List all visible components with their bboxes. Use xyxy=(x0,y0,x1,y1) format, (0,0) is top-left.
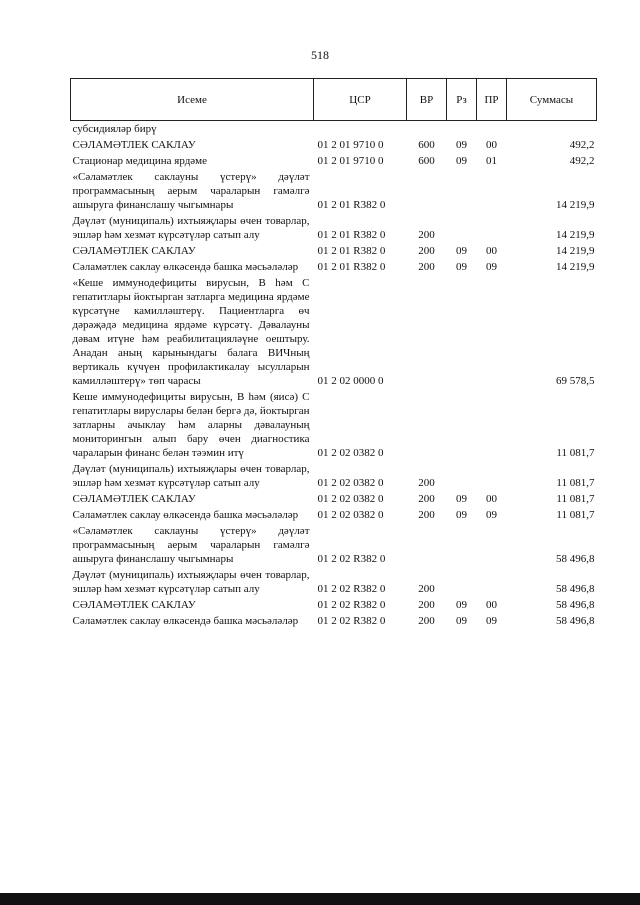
cell-vr xyxy=(407,169,447,213)
table-row xyxy=(71,213,597,243)
header-csr: ЦСР xyxy=(314,79,407,121)
cell-csr: 01 2 02 R382 0 xyxy=(317,599,386,611)
cell-rz: 09 xyxy=(456,155,467,167)
cell-pr: 00 xyxy=(486,493,497,505)
cell-csr: 01 2 02 R382 0 xyxy=(317,553,386,565)
cell-pr: 09 xyxy=(486,509,497,521)
header-rz: Рз xyxy=(447,79,477,121)
table-body xyxy=(71,121,597,630)
header-name: Исеме xyxy=(71,79,314,121)
cell-vr: 200 xyxy=(418,245,435,257)
cell-pr: 00 xyxy=(486,245,497,257)
cell-pr xyxy=(477,523,507,567)
page-number: 518 xyxy=(311,48,329,62)
cell-name: «Кеше иммунодефициты вирусын, В һәм С гепатитлары йоктырган затларга медицина ярдәме күрсәтүне камилләштерү. Пациентларга өч дәрәҗәдә медицина ярдәме күрсәтү. Дәвалауны дәвам итүне һәм реабилитацияләүне оештыру. Анадан аның карынындагы балага ВИЧның вертикаль күчүен профилактикалау ысулларын камилләштерү» төп чарасы xyxy=(72,277,310,387)
table-row xyxy=(71,275,597,389)
cell-csr: 01 2 01 R382 0 xyxy=(317,229,386,241)
cell-sum: 58 496,8 xyxy=(556,583,595,595)
cell-rz xyxy=(447,567,477,597)
cell-pr: 09 xyxy=(486,261,497,273)
cell-csr: 01 2 01 9710 0 xyxy=(317,139,384,151)
cell-name: Сәламәтлек саклау өлкәсендә башка мәсьәләләр xyxy=(72,615,299,627)
table-row xyxy=(71,461,597,491)
cell-name: СӘЛАМӘТЛЕК САКЛАУ xyxy=(72,245,196,257)
table-row xyxy=(71,567,597,597)
cell-vr: 200 xyxy=(418,599,435,611)
cell-csr xyxy=(314,121,407,138)
cell-rz xyxy=(447,461,477,491)
cell-csr: 01 2 02 0382 0 xyxy=(317,447,384,459)
cell-rz: 09 xyxy=(456,139,467,151)
cell-name: Дәүләт (муниципаль) ихтыяҗлары өчен товарлар, эшләр һәм хезмәт күрсәтүләр сатып алу xyxy=(72,463,310,489)
cell-csr: 01 2 01 R382 0 xyxy=(317,261,386,273)
cell-csr: 01 2 02 R382 0 xyxy=(317,615,386,627)
cell-sum: 492,2 xyxy=(569,139,595,151)
cell-rz: 09 xyxy=(456,245,467,257)
cell-vr: 200 xyxy=(418,509,435,521)
cell-pr xyxy=(477,389,507,461)
cell-pr xyxy=(477,169,507,213)
cell-sum: 14 219,9 xyxy=(556,261,595,273)
cell-name: СӘЛАМӘТЛЕК САКЛАУ xyxy=(72,139,196,151)
cell-pr xyxy=(477,275,507,389)
cell-vr xyxy=(407,121,447,138)
cell-csr: 01 2 02 0000 0 xyxy=(317,375,384,387)
cell-rz xyxy=(447,275,477,389)
table-row xyxy=(71,597,597,613)
cell-name: Дәүләт (муниципаль) ихтыяҗлары өчен товарлар, эшләр һәм хезмәт күрсәтүләр сатып алу xyxy=(72,569,310,595)
cell-rz: 09 xyxy=(456,261,467,273)
cell-pr: 00 xyxy=(486,139,497,151)
table-row xyxy=(71,169,597,213)
cell-sum: 58 496,8 xyxy=(556,553,595,565)
table-row xyxy=(71,121,597,138)
table-row xyxy=(71,523,597,567)
table-row xyxy=(71,389,597,461)
cell-csr: 01 2 01 R382 0 xyxy=(317,199,386,211)
cell-name: Кеше иммунодефициты вирусын, В һәм (яисә) С гепатитлары вируслары белән бергә дә, йоктырган затларны ачыклау һәм аларны дәвалауның мониторингын алып бару өчен диагностика чараларын финанс белән тәэмин итү xyxy=(72,391,310,459)
cell-sum: 11 081,7 xyxy=(556,477,595,489)
cell-name: «Сәламәтлек саклауны үстерү» дәүләт программасының аерым чараларын гамәлгә ашыруга финанслашу чыгымнары xyxy=(72,525,310,565)
cell-name: СӘЛАМӘТЛЕК САКЛАУ xyxy=(72,599,196,611)
table-row xyxy=(71,507,597,523)
scan-edge-strip xyxy=(0,893,640,905)
cell-rz xyxy=(447,121,477,138)
cell-rz: 09 xyxy=(456,493,467,505)
cell-vr xyxy=(407,523,447,567)
cell-vr: 600 xyxy=(418,139,435,151)
cell-pr: 01 xyxy=(486,155,497,167)
cell-rz xyxy=(447,523,477,567)
cell-sum: 11 081,7 xyxy=(556,509,595,521)
cell-sum: 11 081,7 xyxy=(556,493,595,505)
cell-vr: 200 xyxy=(418,583,435,595)
cell-sum: 58 496,8 xyxy=(556,599,595,611)
cell-rz: 09 xyxy=(456,599,467,611)
table-row xyxy=(71,153,597,169)
cell-vr: 200 xyxy=(418,493,435,505)
budget-table xyxy=(70,78,596,629)
table-row xyxy=(71,491,597,507)
table-row xyxy=(71,137,597,153)
cell-csr: 01 2 01 R382 0 xyxy=(317,245,386,257)
cell-sum: 69 578,5 xyxy=(556,375,595,387)
cell-vr xyxy=(407,389,447,461)
cell-csr: 01 2 02 R382 0 xyxy=(317,583,386,595)
header-pr: ПР xyxy=(477,79,507,121)
cell-sum: 14 219,9 xyxy=(556,245,595,257)
cell-rz xyxy=(447,389,477,461)
cell-rz xyxy=(447,213,477,243)
table-row xyxy=(71,259,597,275)
cell-vr xyxy=(407,275,447,389)
cell-rz: 09 xyxy=(456,509,467,521)
cell-sum: 58 496,8 xyxy=(556,615,595,627)
cell-rz: 09 xyxy=(456,615,467,627)
cell-csr: 01 2 02 0382 0 xyxy=(317,509,384,521)
table-row xyxy=(71,613,597,629)
cell-name: «Сәламәтлек саклауны үстерү» дәүләт программасының аерым чараларын гамәлгә ашыруга финанслашу чыгымнары xyxy=(72,171,310,211)
budget-table-grid xyxy=(70,78,597,629)
table-row xyxy=(71,243,597,259)
cell-vr: 200 xyxy=(418,615,435,627)
cell-vr: 200 xyxy=(418,477,435,489)
cell-sum: 14 219,9 xyxy=(556,229,595,241)
header-vr: ВР xyxy=(407,79,447,121)
cell-csr: 01 2 02 0382 0 xyxy=(317,477,384,489)
cell-pr xyxy=(477,461,507,491)
cell-pr xyxy=(477,213,507,243)
cell-rz xyxy=(447,169,477,213)
cell-pr xyxy=(477,567,507,597)
cell-vr: 200 xyxy=(418,261,435,273)
cell-name: Стационар медицина ярдәме xyxy=(72,155,208,167)
cell-name: Дәүләт (муниципаль) ихтыяҗлары өчен товарлар, эшләр һәм хезмәт күрсәтүләр сатып алу xyxy=(72,215,310,241)
cell-name: субсидияләр бирү xyxy=(72,123,157,135)
cell-sum: 11 081,7 xyxy=(556,447,595,459)
cell-name: Сәламәтлек саклау өлкәсендә башка мәсьәләләр xyxy=(72,509,299,521)
cell-csr: 01 2 01 9710 0 xyxy=(317,155,384,167)
cell-name: СӘЛАМӘТЛЕК САКЛАУ xyxy=(72,493,196,505)
cell-pr: 00 xyxy=(486,599,497,611)
cell-name: Сәламәтлек саклау өлкәсендә башка мәсьәләләр xyxy=(72,261,299,273)
table-header-row xyxy=(71,79,597,121)
cell-vr: 200 xyxy=(418,229,435,241)
cell-pr: 09 xyxy=(486,615,497,627)
cell-sum: 14 219,9 xyxy=(556,199,595,211)
cell-sum xyxy=(507,121,597,138)
header-sum: Суммасы xyxy=(507,79,597,121)
cell-pr xyxy=(477,121,507,138)
cell-csr: 01 2 02 0382 0 xyxy=(317,493,384,505)
cell-vr: 600 xyxy=(418,155,435,167)
cell-sum: 492,2 xyxy=(569,155,595,167)
